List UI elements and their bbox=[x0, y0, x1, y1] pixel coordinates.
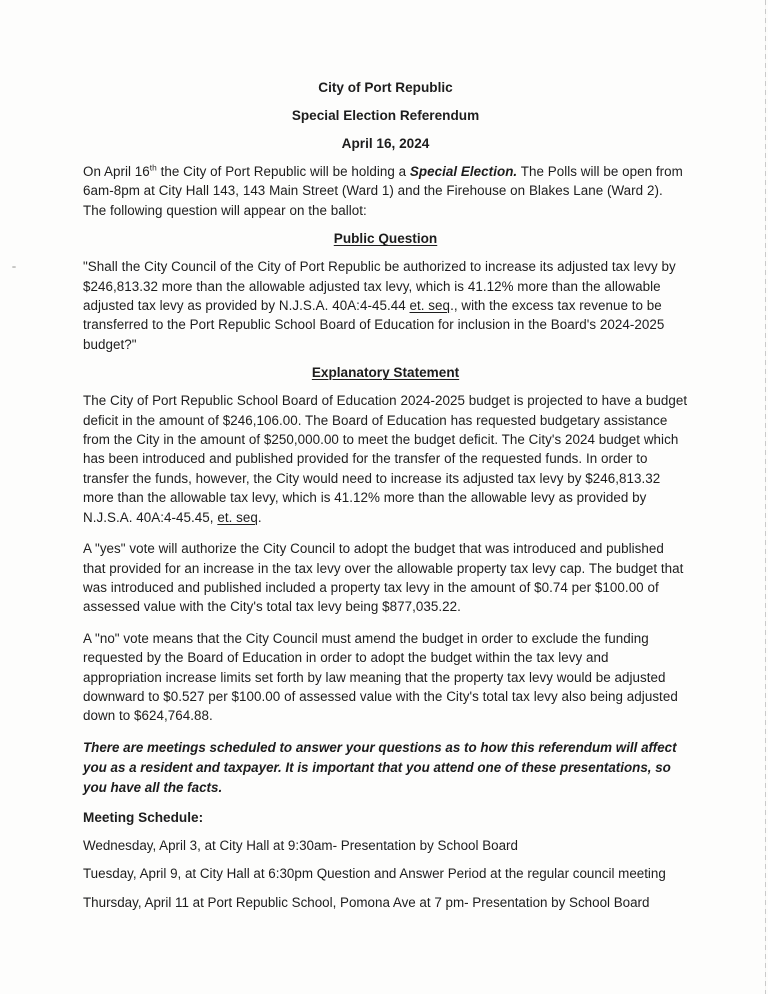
title-date: April 16, 2024 bbox=[341, 136, 430, 151]
schedule-item-tuesday: Tuesday, April 9, at City Hall at 6:30pm Question and Answer Period at the regular council meeting bbox=[83, 866, 666, 882]
yes-vote-paragraph: A "yes" vote will authorize the City Council to adopt the budget that was introduced and published that provided for an increase in the tax levy over the allowable property tax levy cap. The budget that was introduced and published included a property tax levy in the amount of $0.74 per $100.00 of assessed value with the City's total tax levy being $877,035.22. bbox=[83, 541, 684, 615]
explanatory-statement-heading bbox=[83, 363, 688, 382]
text-run: the City of Port Republic will be holding a bbox=[156, 164, 410, 179]
title-event: Special Election Referendum bbox=[291, 108, 480, 123]
document-header bbox=[83, 78, 688, 153]
citation-et-seq: et. seq bbox=[217, 509, 258, 525]
intro-paragraph bbox=[83, 162, 688, 220]
text-run: On April 16 bbox=[83, 164, 150, 179]
text-run: "Shall the City Council of the City of Port Republic be authorized to increase its adjusted tax levy by $246,813.32 more than the allowable adjusted tax levy, which is 41.12% more than the allowable adjusted tax levy as provided by N.J.S.A. 40A:4-45.44 bbox=[83, 259, 676, 314]
title-city: City of Port Republic bbox=[318, 80, 453, 95]
schedule-item-thursday: Thursday, April 11 at Port Republic School, Pomona Ave at 7 pm- Presentation by School Board bbox=[83, 894, 650, 910]
meeting-schedule-heading: Meeting Schedule: bbox=[83, 809, 204, 825]
ordinal-superscript: th bbox=[149, 162, 157, 173]
heading-text: Public Question bbox=[333, 231, 438, 247]
text-run: The City of Port Republic School Board of Education 2024-2025 budget is projected to have a budget deficit in the amount of $246,106.00. The Board of Education has requested budgetary assistance from the City in the amount of $250,000.00 to meet the budget deficit. The City's 2024 budget which has been introduced and published provided for the transfer of the requested funds. In order to transfer the funds, however, the City would need to increase its adjusted tax levy by $246,813.32 more than the allowable tax levy, which is 41.12% more than the allowable levy as provided by N.J.S.A. 40A:4-45.45, bbox=[83, 393, 688, 525]
text-run: The Polls will be open from 6am-8pm at City Hall 143, 143 Main Street (Ward 1) and the Firehouse on Blakes Lane (Ward 2). The following question will appear on the ballot: bbox=[83, 164, 683, 218]
public-question-paragraph bbox=[83, 257, 688, 354]
explanatory-statement-paragraph bbox=[83, 391, 688, 527]
special-election-emphasis: Special Election. bbox=[409, 164, 518, 179]
heading-text: Explanatory Statement bbox=[311, 365, 460, 381]
no-vote-paragraph: A "no" vote means that the City Council must amend the budget in order to exclude the funding requested by the Board of Education in order to adopt the budget within the tax levy and appropriation increase limits set forth by law meaning that the property tax levy would be adjusted downward to $0.527 per $100.00 of assessed value with the City's total tax levy also being adjusted down to $624,764.88. bbox=[83, 630, 678, 724]
public-question-heading bbox=[83, 229, 688, 248]
text-run: ., with the excess tax revenue to be transferred to the Port Republic School Board of Education for inclusion in the Board's 2024-2025 budget?" bbox=[83, 298, 665, 352]
scan-edge-artifact bbox=[765, 0, 766, 994]
text-run: . bbox=[257, 509, 262, 525]
schedule-item-wednesday: Wednesday, April 3, at City Hall at 9:30am- Presentation by School Board bbox=[83, 837, 518, 853]
citation-et-seq: et. seq bbox=[409, 298, 451, 314]
scan-smudge-artifact bbox=[12, 266, 16, 268]
meetings-notice-paragraph: There are meetings scheduled to answer your questions as to how this referendum will affect you as a resident and taxpayer. It is important that you attend one of these presentations, so you have all the facts. bbox=[83, 739, 677, 795]
